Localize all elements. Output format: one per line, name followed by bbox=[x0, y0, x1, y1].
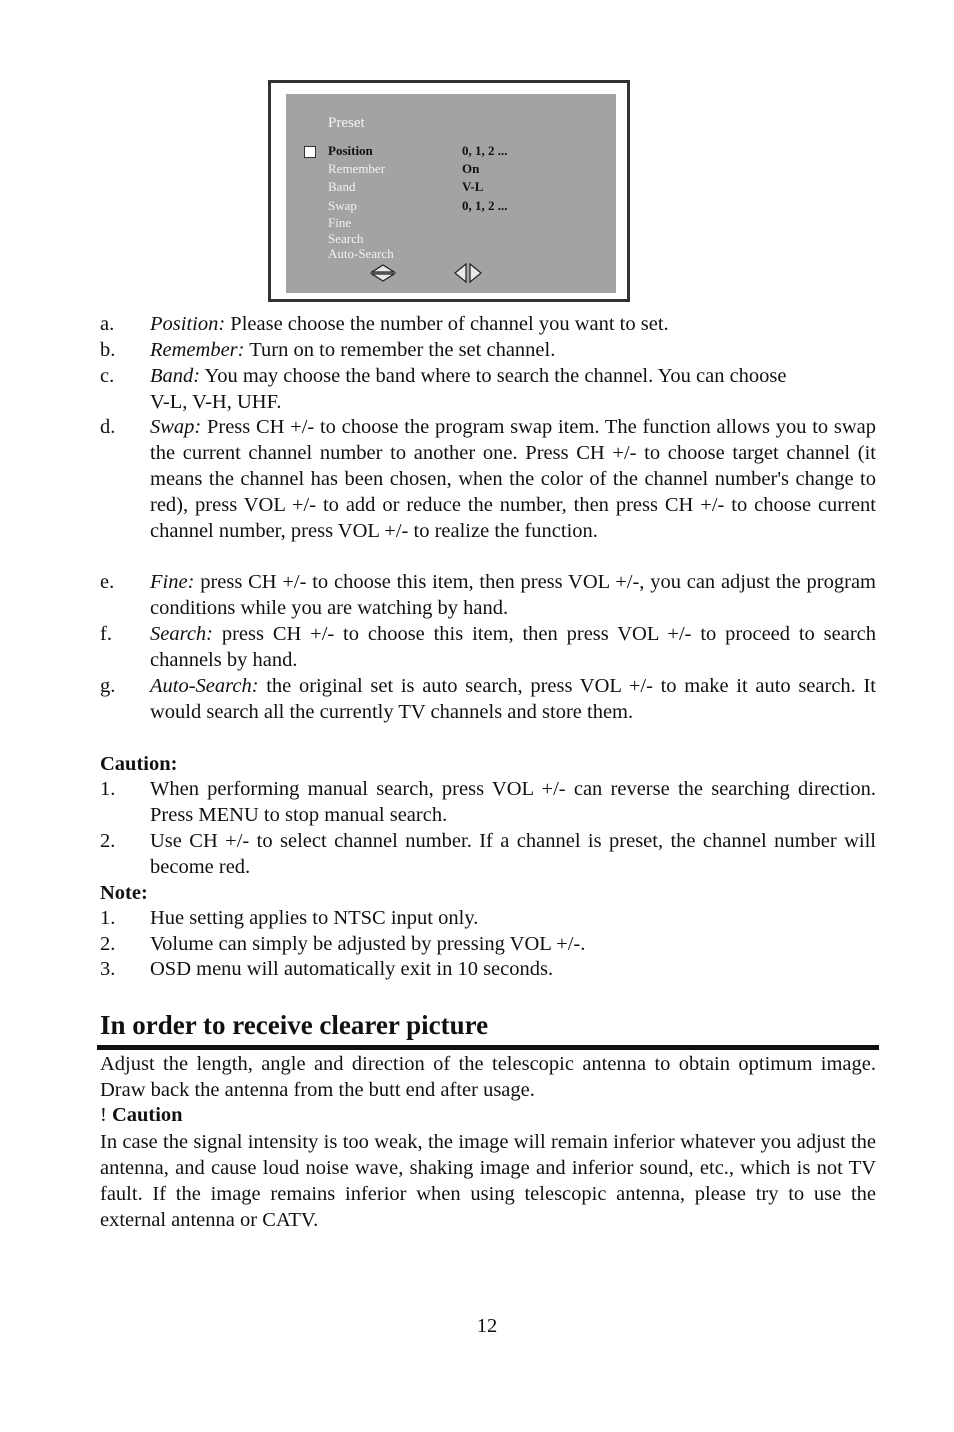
osd-item-position: Position bbox=[328, 143, 373, 158]
osd-item-auto-search: Auto-Search bbox=[328, 246, 394, 261]
setting-term: Auto-Search: bbox=[150, 675, 259, 697]
setting-term: Search: bbox=[150, 623, 213, 645]
list-marker: 1. bbox=[100, 778, 116, 800]
note-text: Volume can simply be adjusted by pressing VOL +/-. bbox=[150, 933, 586, 955]
note-text: OSD menu will automatically exit in 10 seconds. bbox=[150, 958, 554, 980]
caution-label: Caution bbox=[111, 1104, 183, 1126]
setting-text: Press CH +/- to choose the program swap item. The function allows you to swap the current channel number to another one. Press CH +/- to choose target channel (it means the channel has been chosen, when the color of the channel number's change to red), press VOL +/- to add or reduce the number, then press CH +/- to choose current channel number, press VOL +/- to realize the function. bbox=[150, 416, 876, 542]
osd-title: Preset bbox=[328, 115, 365, 131]
caution-text: Use CH +/- to select channel number. If a channel is preset, the channel number will become red. bbox=[150, 830, 876, 878]
caution-prefix: ! bbox=[100, 1104, 112, 1126]
setting-term: Remember: bbox=[150, 339, 245, 361]
checkbox-icon bbox=[304, 146, 316, 158]
note-text: Hue setting applies to NTSC input only. bbox=[150, 907, 479, 929]
osd-screen bbox=[286, 94, 616, 293]
setting-term: Swap: bbox=[150, 416, 202, 438]
list-marker: 2. bbox=[100, 933, 116, 955]
setting-text-continued: V-L, V-H, UHF. bbox=[150, 391, 282, 413]
osd-item-swap: Swap bbox=[328, 198, 357, 213]
note-heading: Note: bbox=[100, 882, 148, 904]
setting-term: Position: bbox=[150, 313, 226, 335]
caution-heading: Caution: bbox=[100, 753, 178, 775]
setting-term: Fine: bbox=[150, 571, 195, 593]
setting-text: Please choose the number of channel you want to set. bbox=[225, 313, 669, 335]
list-marker: c. bbox=[100, 365, 115, 387]
left-right-arrows-icon bbox=[454, 263, 482, 283]
page-number: 12 bbox=[476, 1315, 498, 1337]
caution-line bbox=[100, 1102, 183, 1128]
setting-text: the original set is auto search, press VOL +/- to make it auto search. It would search all the currently TV channels and store them. bbox=[150, 675, 876, 723]
osd-menu-figure bbox=[268, 80, 630, 302]
osd-item-band: Band bbox=[328, 179, 356, 194]
osd-value-position: 0, 1, 2 ... bbox=[462, 143, 508, 158]
setting-text: You may choose the band where to search the channel. You can choose bbox=[200, 365, 787, 387]
list-marker: b. bbox=[100, 339, 116, 361]
osd-item-remember: Remember bbox=[328, 161, 386, 176]
osd-value-swap: 0, 1, 2 ... bbox=[462, 198, 508, 213]
list-marker: 1. bbox=[100, 907, 116, 929]
setting-text: Turn on to remember the set channel. bbox=[244, 339, 556, 361]
setting-text: press CH +/- to choose this item, then press VOL +/- to proceed to search channels by hand. bbox=[150, 623, 876, 671]
caution-text: When performing manual search, press VOL +/- can reverse the searching direction. Press MENU to stop manual search. bbox=[150, 778, 876, 826]
heading-rule bbox=[97, 1045, 879, 1050]
list-marker: f. bbox=[100, 623, 112, 645]
list-marker: 2. bbox=[100, 830, 116, 852]
list-marker: 3. bbox=[100, 958, 116, 980]
osd-item-fine: Fine bbox=[328, 215, 352, 230]
section-intro: Adjust the length, angle and direction of the telescopic antenna to obtain optimum image. Draw back the antenna from the butt end after usage. bbox=[100, 1053, 876, 1101]
list-marker: g. bbox=[100, 675, 116, 697]
up-down-arrows-icon bbox=[370, 264, 396, 282]
osd-value-band: V-L bbox=[462, 179, 484, 194]
setting-text: press CH +/- to choose this item, then press VOL +/-, you can adjust the program conditions while you are watching by hand. bbox=[150, 571, 876, 619]
caution-paragraph: In case the signal intensity is too weak, the image will remain inferior whatever you adjust the antenna, and cause loud noise wave, shaking image and inferior sound, etc., which is not TV fault. If the image remains inferior when using telescopic antenna, please try to use the external antenna or CATV. bbox=[100, 1131, 876, 1231]
setting-term: Band: bbox=[150, 365, 201, 387]
list-marker: a. bbox=[100, 313, 115, 335]
list-marker: d. bbox=[100, 416, 116, 438]
osd-item-search: Search bbox=[328, 231, 364, 246]
osd-value-remember: On bbox=[462, 161, 480, 176]
section-heading: In order to receive clearer picture bbox=[100, 1010, 489, 1040]
list-marker: e. bbox=[100, 571, 115, 593]
